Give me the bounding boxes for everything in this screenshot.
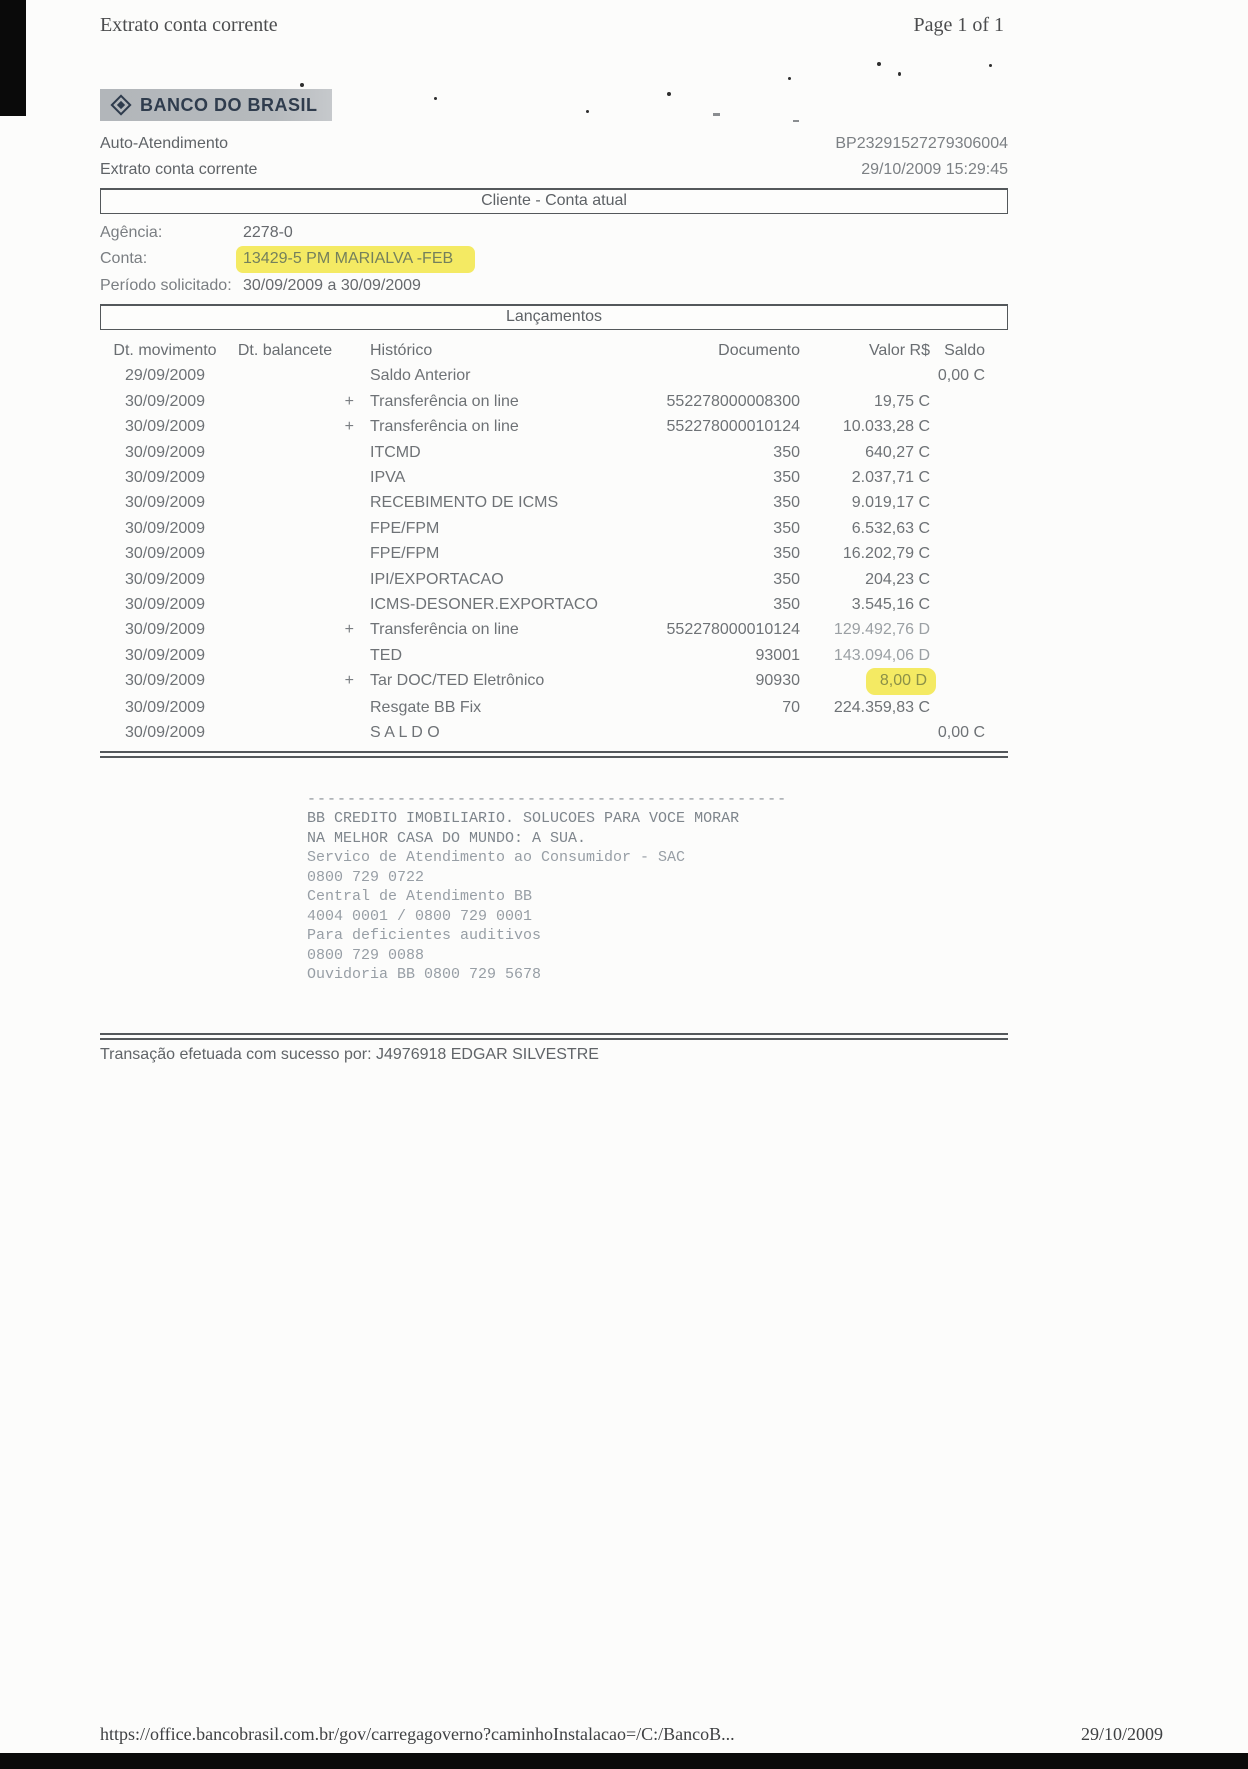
table-bottom-rule (100, 751, 1008, 758)
table-row (100, 695, 985, 720)
cell-documento: 350 (773, 469, 800, 487)
cell-historico: Saldo Anterior (370, 367, 471, 385)
lancamentos-header-row (100, 338, 985, 363)
dashed-separator: ------------------------------------------------ (307, 790, 788, 808)
print-footer (100, 1724, 1163, 1745)
cell-historico: Tar DOC/TED Eletrônico (370, 672, 545, 690)
info-line: Ouvidoria BB 0800 729 5678 (307, 966, 542, 983)
transaction-success-note: Transação efetuada com sucesso por: J4976918 EDGAR SILVESTRE (100, 1045, 599, 1063)
col-documento: Documento (718, 342, 800, 359)
cell-dt-movimento: 29/09/2009 (124, 367, 206, 385)
table-row (100, 541, 985, 566)
cell-dt-movimento: 30/09/2009 (124, 596, 206, 614)
col-historico: Histórico (370, 342, 433, 359)
agencia-row (100, 220, 1008, 246)
cell-historico: RECEBIMENTO DE ICMS (370, 494, 559, 512)
table-row (100, 465, 985, 490)
cell-historico: FPE/FPM (370, 519, 440, 537)
cell-historico: ITCMD (370, 443, 421, 461)
periodo-label: Período solicitado: (100, 277, 232, 294)
table-row (100, 592, 985, 617)
table-row (100, 363, 985, 388)
cell-documento: 552278000008300 (666, 392, 800, 410)
cell-valor: 204,23 C (865, 570, 930, 588)
cell-historico: Resgate BB Fix (370, 698, 482, 716)
cell-dt-movimento: 30/09/2009 (124, 621, 206, 639)
cell-valor (800, 668, 930, 694)
cell-documento: 350 (773, 443, 800, 461)
cell-documento: 350 (773, 545, 800, 563)
service-name: Auto-Atendimento (100, 135, 229, 152)
cell-documento: 350 (773, 570, 800, 588)
cell-dt-movimento: 30/09/2009 (124, 545, 206, 563)
scan-artifact-bottom-bar (0, 1753, 1248, 1769)
cell-dt-movimento: 30/09/2009 (124, 494, 206, 512)
cell-valor: 224.359,83 C (833, 698, 930, 716)
cell-historico: FPE/FPM (370, 545, 440, 563)
cell-documento: 552278000010124 (666, 418, 800, 436)
cell-dt-movimento: 30/09/2009 (124, 418, 206, 436)
cell-valor: 10.033,28 C (842, 418, 930, 436)
info-line: 4004 0001 / 0800 729 0001 (307, 907, 533, 925)
cell-documento: 350 (773, 519, 800, 537)
cell-documento: 350 (773, 596, 800, 614)
valor-highlighted: 8,00 D (866, 668, 936, 694)
section-lancamentos: Lançamentos (100, 304, 1008, 330)
cell-dt-movimento: 30/09/2009 (124, 672, 206, 690)
cell-plus-sign: + (344, 672, 354, 690)
cell-historico: S A L D O (370, 724, 440, 742)
banco-do-brasil-logo-icon (110, 94, 132, 116)
conta-label: Conta: (100, 250, 148, 267)
table-row (100, 516, 985, 541)
info-line: BB CREDITO IMOBILIARIO. SOLUCOES PARA VOCE MORAR (307, 810, 740, 827)
document-name: Extrato conta corrente (100, 161, 258, 178)
cell-documento: 90930 (755, 672, 800, 690)
cell-valor: 6.532,63 C (851, 519, 930, 537)
cell-historico: TED (370, 646, 402, 664)
scan-artifact-left-bar (0, 0, 26, 116)
info-line: NA MELHOR CASA DO MUNDO: A SUA. (307, 829, 587, 847)
cell-valor: 16.202,79 C (842, 545, 930, 563)
cell-valor: 640,27 C (865, 443, 930, 461)
logo-wordmark: BANCO DO BRASIL (140, 94, 318, 115)
table-row (100, 617, 985, 642)
cell-documento: 93001 (755, 646, 800, 664)
page-title: Extrato conta corrente (100, 14, 278, 36)
banco-do-brasil-logo (100, 89, 332, 121)
cell-plus-sign: + (344, 621, 354, 639)
info-line: 0800 729 0088 (307, 946, 425, 964)
cell-saldo: 0,00 C (937, 367, 985, 385)
agencia-label: Agência: (100, 224, 163, 241)
conta-row (100, 246, 1008, 273)
col-dt-movimento: Dt. movimento (113, 342, 217, 359)
cell-dt-movimento: 30/09/2009 (124, 724, 206, 742)
info-line: Para deficientes auditivos (307, 927, 542, 944)
cell-valor: 2.037,71 C (851, 469, 930, 487)
section-cliente-conta-atual: Cliente - Conta atual (100, 188, 1008, 214)
table-row (100, 567, 985, 592)
cell-valor: 129.492,76 D (833, 621, 930, 639)
cell-historico: Transferência on line (370, 418, 519, 436)
cell-valor: 3.545,16 C (851, 596, 930, 614)
table-row (100, 414, 985, 439)
protocol-number: BP23291527279306004 (835, 135, 1008, 152)
cell-documento: 552278000010124 (666, 621, 800, 639)
lancamentos-rows (100, 363, 985, 745)
cell-plus-sign: + (344, 418, 354, 436)
table-row (100, 440, 985, 465)
footer-url: https://office.bancobrasil.com.br/gov/carregagoverno?caminhoInstalacao=/C:/BancoB... (100, 1724, 735, 1744)
info-line: Central de Atendimento BB (307, 888, 533, 905)
footer-date: 29/10/2009 (1080, 1724, 1163, 1744)
table-row (100, 720, 985, 745)
cell-valor: 143.094,06 D (833, 646, 930, 664)
col-valor: Valor R$ (868, 342, 930, 359)
cell-dt-movimento: 30/09/2009 (124, 570, 206, 588)
info-line: 0800 729 0722 (307, 868, 425, 886)
cell-dt-movimento: 30/09/2009 (124, 519, 206, 537)
lancamentos-table (100, 338, 985, 746)
info-line: Servico de Atendimento ao Consumidor - SAC (307, 849, 686, 866)
cell-saldo: 0,00 C (937, 724, 985, 742)
conta-value-highlighted: 13429-5 PM MARIALVA -FEB (236, 246, 475, 273)
cell-historico: IPVA (370, 469, 406, 487)
page-indicator: Page 1 of 1 (913, 14, 1004, 36)
cell-historico: Transferência on line (370, 392, 519, 410)
table-row (100, 643, 985, 668)
cell-historico: ICMS-DESONER.EXPORTACO (370, 596, 598, 614)
periodo-row (100, 273, 1008, 299)
periodo-value: 30/09/2009 a 30/09/2009 (243, 277, 421, 294)
footer-rule (100, 1033, 1008, 1040)
service-header (100, 131, 1008, 183)
cell-valor: 9.019,17 C (851, 494, 930, 512)
table-row (100, 389, 985, 414)
cell-dt-movimento: 30/09/2009 (124, 469, 206, 487)
cell-dt-movimento: 30/09/2009 (124, 698, 206, 716)
cell-historico: Transferência on line (370, 621, 519, 639)
cell-documento: 350 (773, 494, 800, 512)
cell-valor: 19,75 C (873, 392, 930, 410)
cell-dt-movimento: 30/09/2009 (124, 443, 206, 461)
generated-datetime: 29/10/2009 15:29:45 (861, 161, 1008, 178)
col-saldo: Saldo (944, 342, 985, 359)
cell-historico: IPI/EXPORTACAO (370, 570, 504, 588)
cell-dt-movimento: 30/09/2009 (124, 646, 206, 664)
print-header (100, 0, 1008, 37)
col-dt-balancete: Dt. balancete (237, 342, 333, 359)
table-row (100, 490, 985, 515)
cell-documento: 70 (782, 698, 800, 716)
bb-info-block (307, 790, 1008, 985)
agencia-value: 2278-0 (243, 224, 293, 241)
cell-dt-movimento: 30/09/2009 (124, 392, 206, 410)
client-fields (100, 220, 1008, 299)
cell-plus-sign: + (344, 392, 354, 410)
table-row (100, 668, 985, 694)
